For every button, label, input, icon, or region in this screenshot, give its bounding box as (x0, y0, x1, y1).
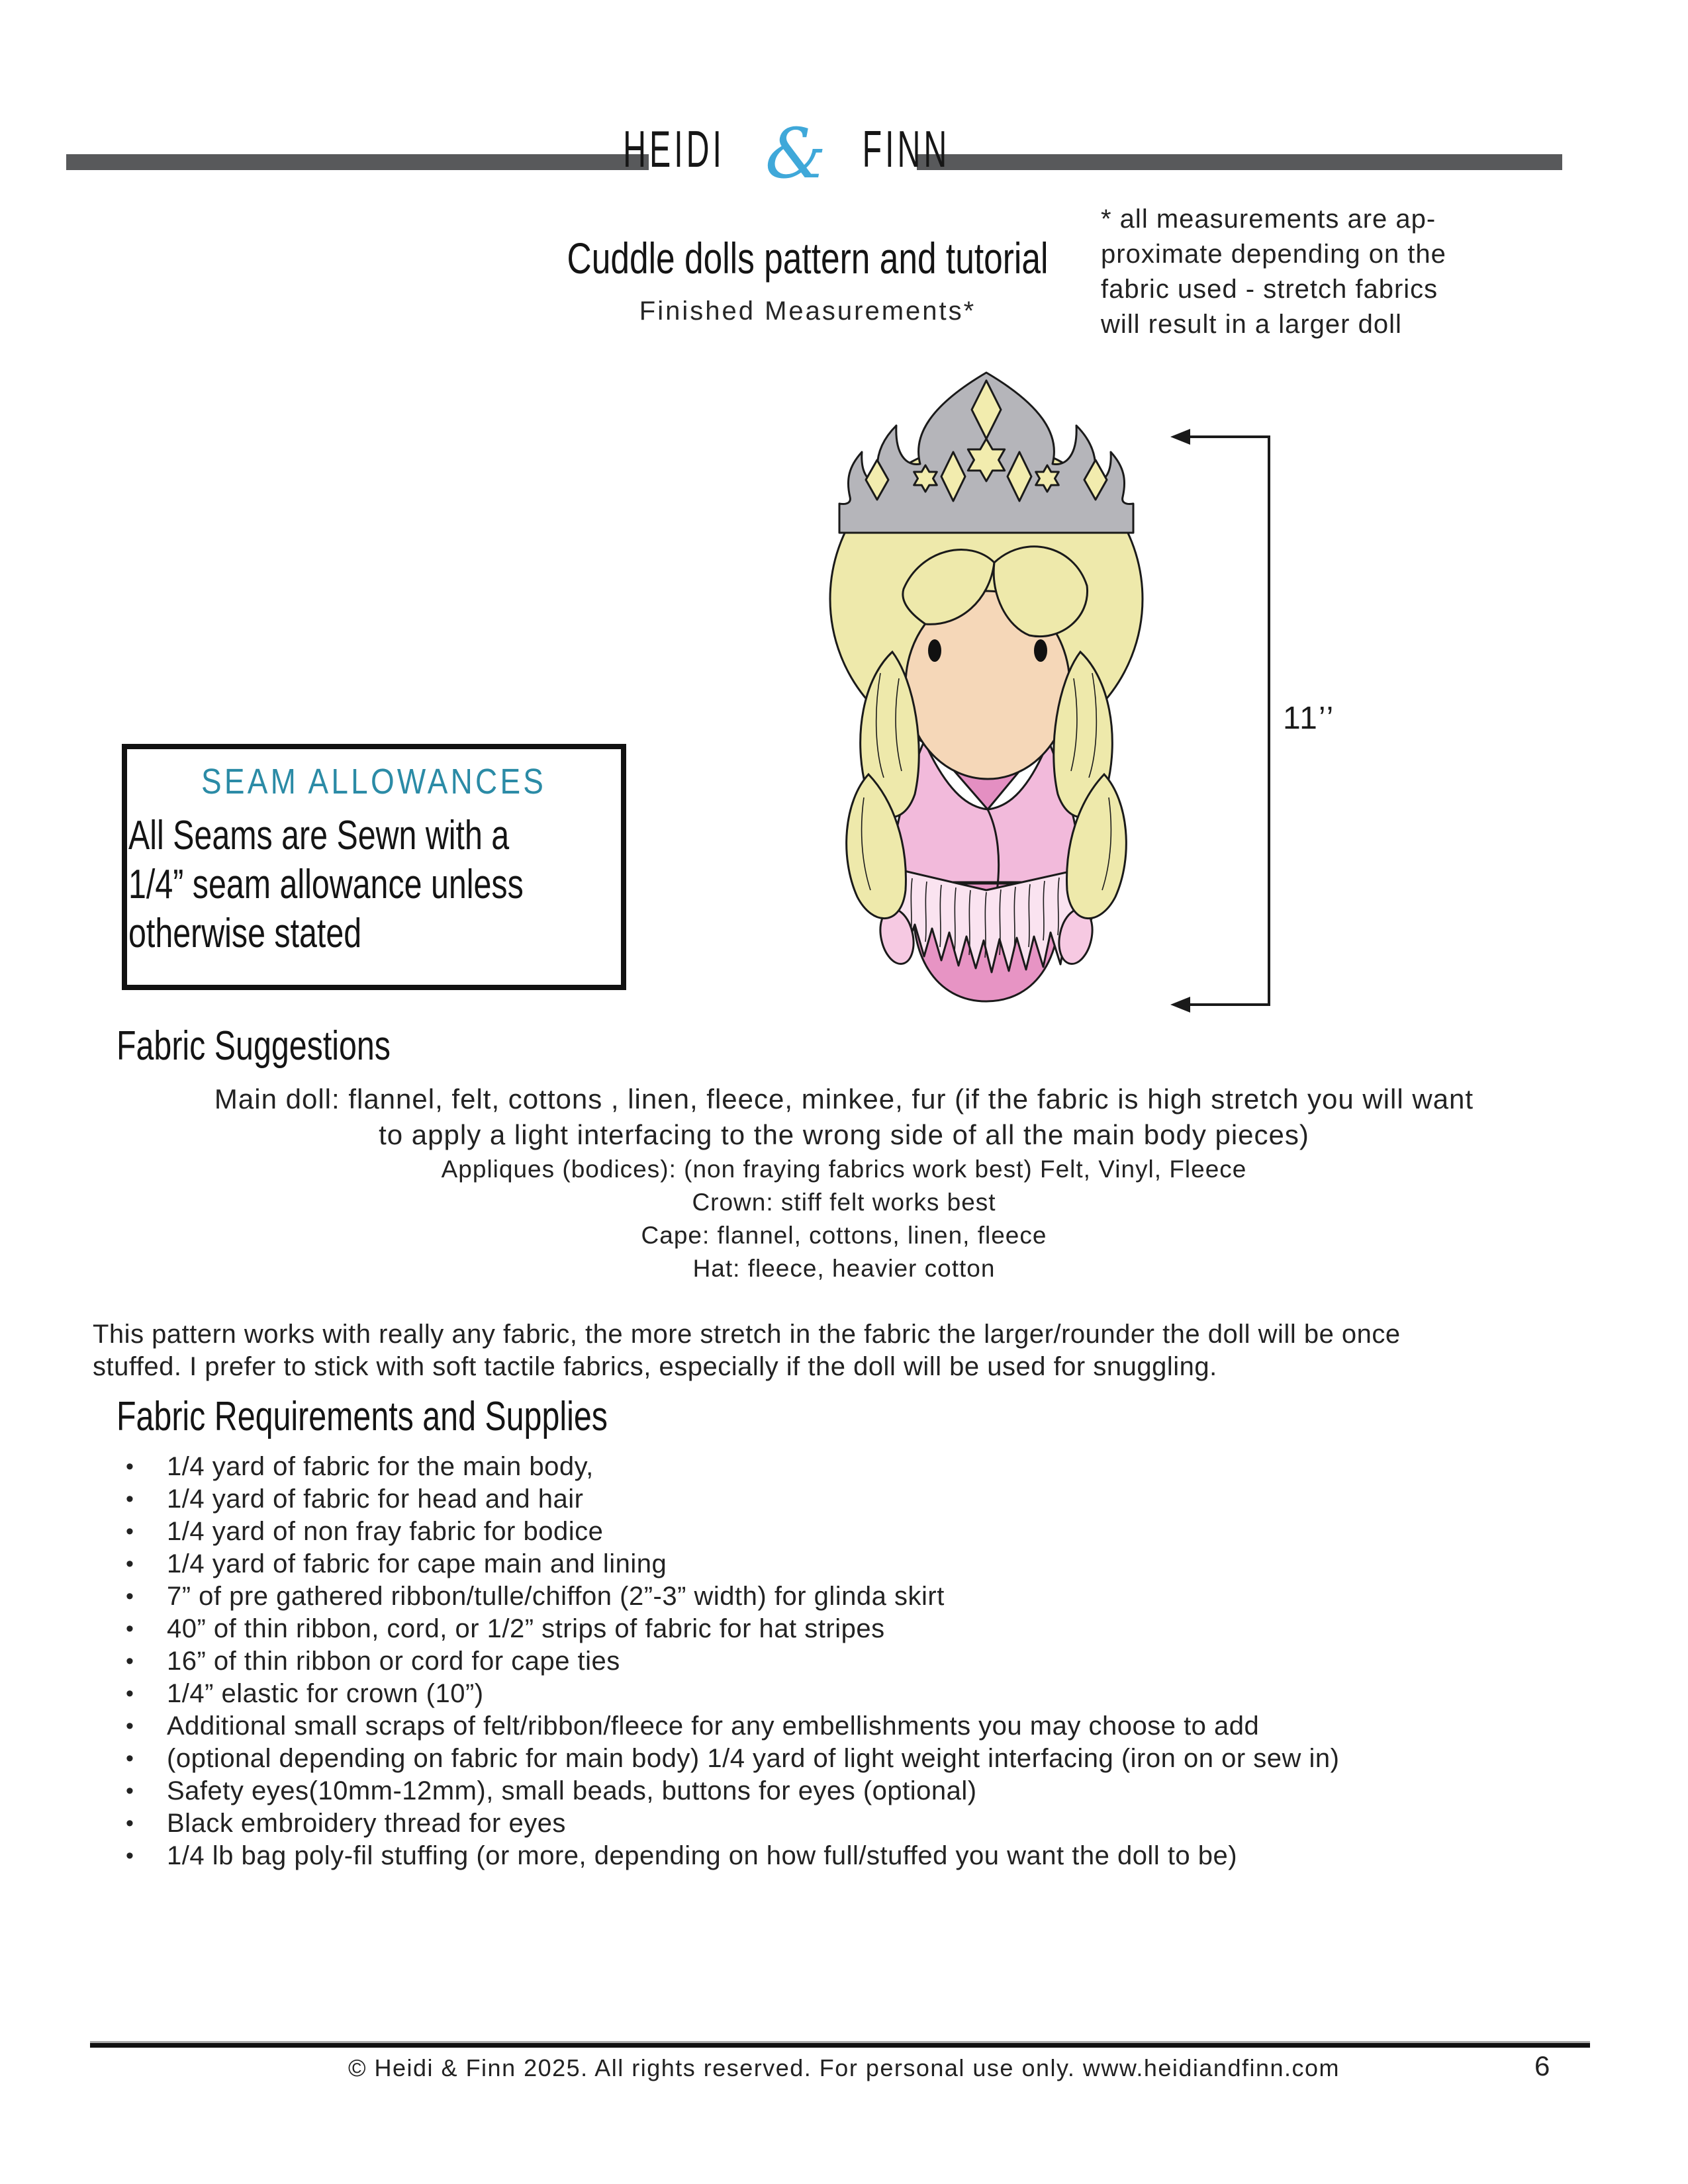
list-item (126, 1516, 1648, 1548)
list-item (126, 1678, 1648, 1710)
brand-word-heidi: HEIDI (622, 120, 725, 178)
list-item-text: 1/4 yard of non fray fabric for bodice (167, 1517, 604, 1546)
doll-crown (839, 373, 1133, 533)
list-item (126, 1613, 1648, 1645)
list-item (126, 1645, 1648, 1678)
requirements-heading (117, 1393, 746, 1440)
fabric-suggestion-line: Appliques (bodices): (non fraying fabrics work best) Felt, Vinyl, Fleece (441, 1156, 1247, 1183)
list-item-text: Safety eyes(10mm-12mm), small beads, buttons for eyes (optional) (167, 1776, 977, 1805)
fabric-suggestion-line: Hat: fleece, heavier cotton (692, 1255, 996, 1282)
fabric-suggestion-line: Crown: stiff felt works best (692, 1189, 996, 1216)
seam-line: 1/4” seam allowance unless (128, 862, 524, 907)
seam-line: otherwise stated (128, 911, 362, 956)
intro-paragraph (93, 1318, 1615, 1383)
bullet-icon: • (126, 1584, 134, 1609)
list-item (126, 1580, 1648, 1613)
list-item-text: Black embroidery thread for eyes (167, 1809, 566, 1838)
list-item (126, 1451, 1648, 1483)
list-item (126, 1743, 1648, 1775)
seam-allowances-box (122, 744, 626, 990)
bullet-icon: • (126, 1616, 134, 1641)
fabric-suggestion-line: Cape: flannel, cottons, linen, fleece (641, 1222, 1047, 1249)
fabric-suggestions-body (50, 1081, 1638, 1285)
brand-word-finn: FINN (862, 120, 951, 178)
page-title (463, 233, 1152, 283)
page-subtitle: Finished Measurements* (639, 296, 976, 326)
fabric-suggestion-line: to apply a light interfacing to the wrong side of all the main body pieces) (379, 1119, 1309, 1150)
brand-ampersand: & (765, 113, 827, 194)
measure-top-line (1190, 435, 1269, 438)
fabric-suggestion-line: Main doll: flannel, felt, cottons , linen, fleece, minkee, fur (if the fabric is high stretch you will want (214, 1083, 1474, 1115)
intro-paragraph-line: stuffed. I prefer to stick with soft tactile fabrics, especially if the doll will be used for snuggling. (93, 1352, 1217, 1381)
bullet-icon: • (126, 1486, 134, 1512)
bullet-icon: • (126, 1713, 134, 1739)
doll-eye-left (928, 639, 941, 662)
list-item-text: (optional depending on fabric for main body) 1/4 yard of light weight interfacing (iron on or sew in) (167, 1744, 1340, 1773)
bullet-icon: • (126, 1746, 134, 1771)
list-item-text: 1/4 yard of fabric for head and hair (167, 1484, 584, 1514)
list-item-text: Additional small scraps of felt/ribbon/fleece for any embellishments you may choose to add (167, 1711, 1260, 1741)
list-item (126, 1483, 1648, 1516)
list-item-text: 7” of pre gathered ribbon/tulle/chiffon (2”-3” width) for glinda skirt (167, 1582, 945, 1611)
list-item-text: 1/4 yard of fabric for the main body, (167, 1452, 594, 1481)
list-item-text: 16” of thin ribbon or cord for cape ties (167, 1647, 620, 1676)
measure-bottom-line (1190, 1003, 1269, 1006)
requirements-heading-text: Fabric Requirements and Supplies (117, 1394, 608, 1439)
measurement-note (1101, 202, 1551, 342)
bullet-icon: • (126, 1778, 134, 1803)
measurement-note-line: will result in a larger doll (1101, 310, 1402, 339)
measure-label: 11’’ (1283, 701, 1335, 736)
list-item (126, 1548, 1648, 1580)
measurement-note-line: * all measurements are ap- (1101, 205, 1436, 234)
fabric-suggestions-heading (117, 1023, 468, 1069)
list-item (126, 1807, 1648, 1840)
footer-copyright: © Heidi & Finn 2025. All rights reserved. For personal use only. www.heidiandfinn.com (348, 2054, 1340, 2081)
bullet-icon: • (126, 1843, 134, 1868)
bullet-icon: • (126, 1454, 134, 1479)
seam-line: All Seams are Sewn with a (128, 813, 510, 858)
list-item (126, 1775, 1648, 1807)
fabric-suggestions-heading-text: Fabric Suggestions (117, 1023, 391, 1069)
footer-rule (90, 2043, 1590, 2048)
page-title-text: Cuddle dolls pattern and tutorial (567, 234, 1049, 283)
bullet-icon: • (126, 1551, 134, 1576)
list-item-text: 1/4 lb bag poly-fil stuffing (or more, depending on how full/stuffed you want the doll to be) (167, 1841, 1238, 1870)
measure-bottom-arrowhead-icon (1170, 997, 1190, 1013)
list-item (126, 1840, 1648, 1872)
bullet-icon: • (126, 1681, 134, 1706)
seam-allowances-heading (127, 761, 621, 802)
measure-top-arrowhead-icon (1170, 429, 1190, 445)
measurement-note-line: proximate depending on the (1101, 240, 1446, 269)
list-item-text: 40” of thin ribbon, cord, or 1/2” strips of fabric for hat stripes (167, 1614, 885, 1643)
measure-vertical-line (1268, 435, 1270, 1006)
list-item-text: 1/4” elastic for crown (10”) (167, 1679, 484, 1708)
princess-doll-illustration (827, 367, 1145, 1023)
list-item (126, 1710, 1648, 1743)
intro-paragraph-line: This pattern works with really any fabric, the more stretch in the fabric the larger/rounder the doll will be once (93, 1320, 1401, 1349)
seam-allowances-body (128, 811, 621, 958)
header-rule-right (917, 154, 1562, 170)
header-rule-left (66, 154, 649, 170)
brand-logo (622, 111, 951, 194)
measurement-note-line: fabric used - stretch fabrics (1101, 275, 1438, 304)
doll-eye-right (1034, 639, 1047, 662)
requirements-list (126, 1451, 1648, 1872)
seam-allowances-heading-text: SEAM ALLOWANCES (201, 762, 547, 801)
bullet-icon: • (126, 1811, 134, 1836)
bullet-icon: • (126, 1519, 134, 1544)
page-number: 6 (1534, 2050, 1550, 2081)
bullet-icon: • (126, 1649, 134, 1674)
list-item-text: 1/4 yard of fabric for cape main and lining (167, 1549, 667, 1578)
